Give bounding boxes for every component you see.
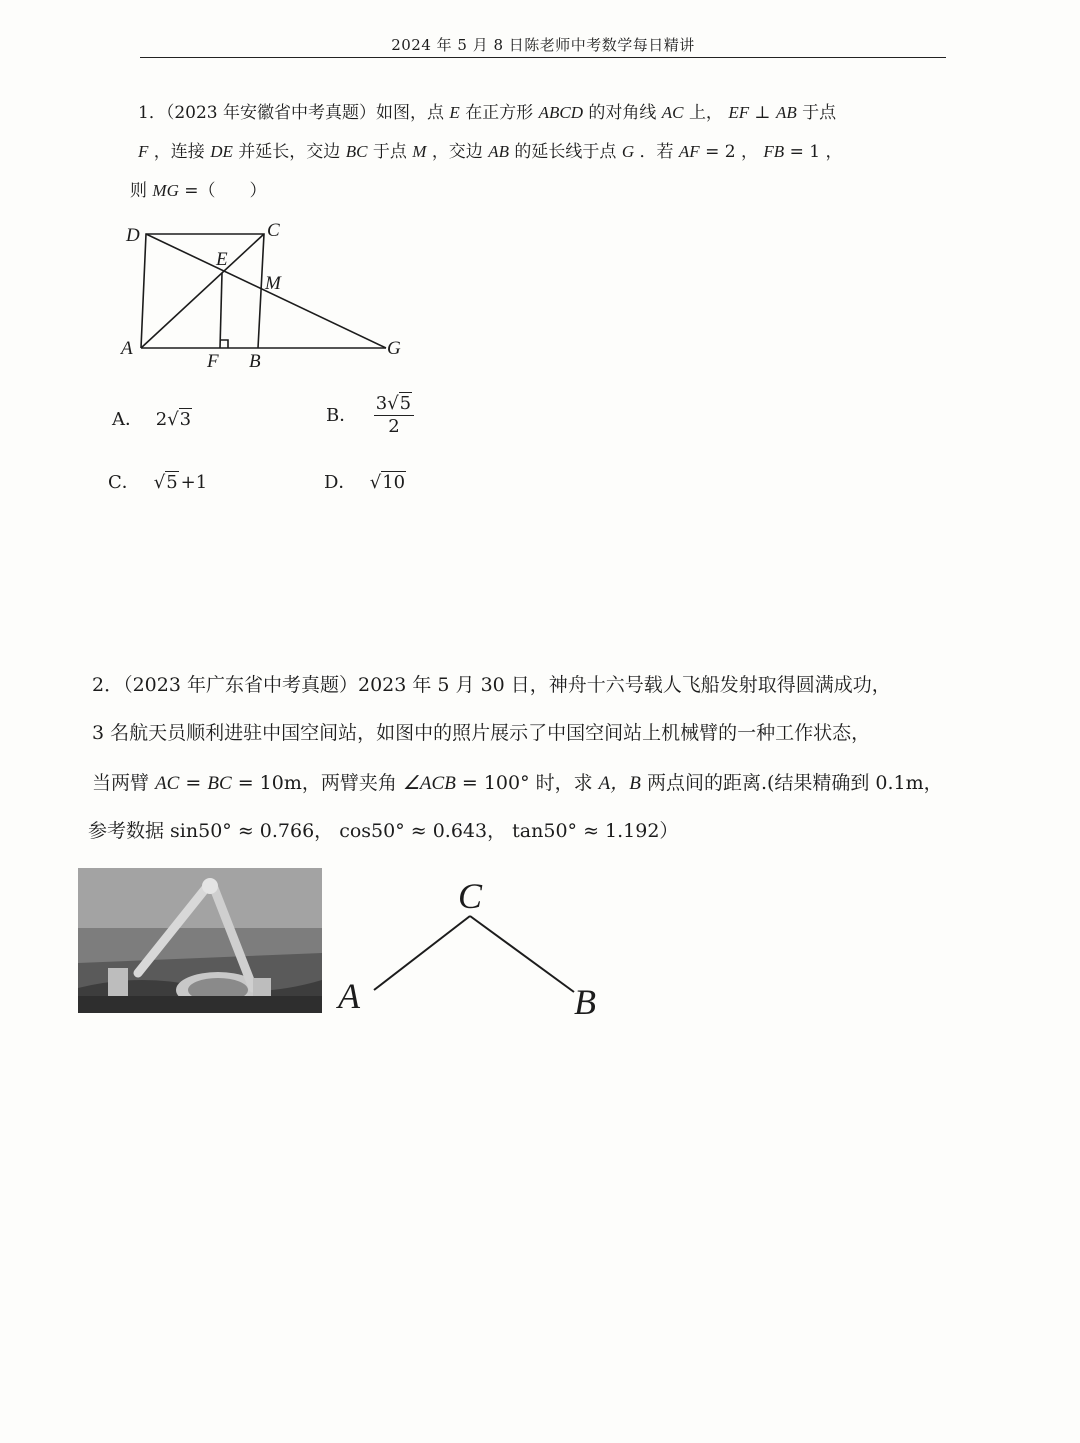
page-header: 2024 年 5 月 8 日陈老师中考数学每日精讲 [391, 36, 695, 54]
header-rule [140, 57, 946, 58]
robotic-arm-illustration [78, 868, 322, 1013]
q1-line-2: F ，连接 DE 并延长，交边 BC 于点 M ，交边 AB 的延长线于点 G ．若 AF = 2 ， FB = 1 ， [138, 142, 843, 162]
segment-ef [220, 273, 222, 348]
q2-line-3: 当两臂 AC = BC = 10m，两臂夹角 ∠ACB = 100° 时，求 A，B 两点间的距离.(结果精确到 0.1m， [92, 772, 943, 794]
label-c2: C [458, 876, 483, 916]
option-d[interactable]: D． √10 [324, 472, 406, 493]
arm-ac [374, 916, 470, 990]
q1-figure [118, 218, 418, 378]
option-b[interactable]: B． $\frac{3√5}{2}$ [326, 393, 414, 438]
q2-figure [330, 870, 610, 1020]
q1-line-1: 1．（2023 年安徽省中考真题）如图，点 E 在正方形 ABCD 的对角线 AC 上， EF ⊥ AB 于点 [138, 103, 837, 123]
label-c: C [267, 220, 280, 241]
label-d: D [126, 225, 140, 246]
q2-line-4: 参考数据 sin50° ≈ 0.766， cos50° ≈ 0.643， tan50° ≈ 1.192） [88, 820, 679, 842]
right-angle-mark [220, 340, 228, 348]
label-m: M [265, 273, 281, 294]
label-a: A [121, 338, 133, 359]
diagonal-ac [141, 234, 264, 348]
robotic-arm-photo [78, 868, 322, 1013]
label-b: B [249, 351, 261, 372]
arm-bc [470, 916, 574, 992]
label-f: F [207, 351, 219, 372]
label-a2: A [338, 976, 360, 1016]
q2-line-2: 3 名航天员顺利进驻中国空间站，如图中的照片展示了中国空间站上机械臂的一种工作状态， [92, 722, 871, 744]
q2-line-1: 2．（2023 年广东省中考真题）2023 年 5 月 30 日，神舟十六号载人飞船发射取得圆满成功， [92, 674, 891, 696]
q1-line-3: 则 MG =（ ） [130, 181, 267, 201]
label-g: G [387, 338, 401, 359]
label-b2: B [574, 982, 596, 1022]
option-c[interactable]: C． √5 +1 [108, 472, 208, 493]
option-a[interactable]: A． 2√3 [112, 409, 192, 430]
label-e: E [216, 249, 228, 270]
